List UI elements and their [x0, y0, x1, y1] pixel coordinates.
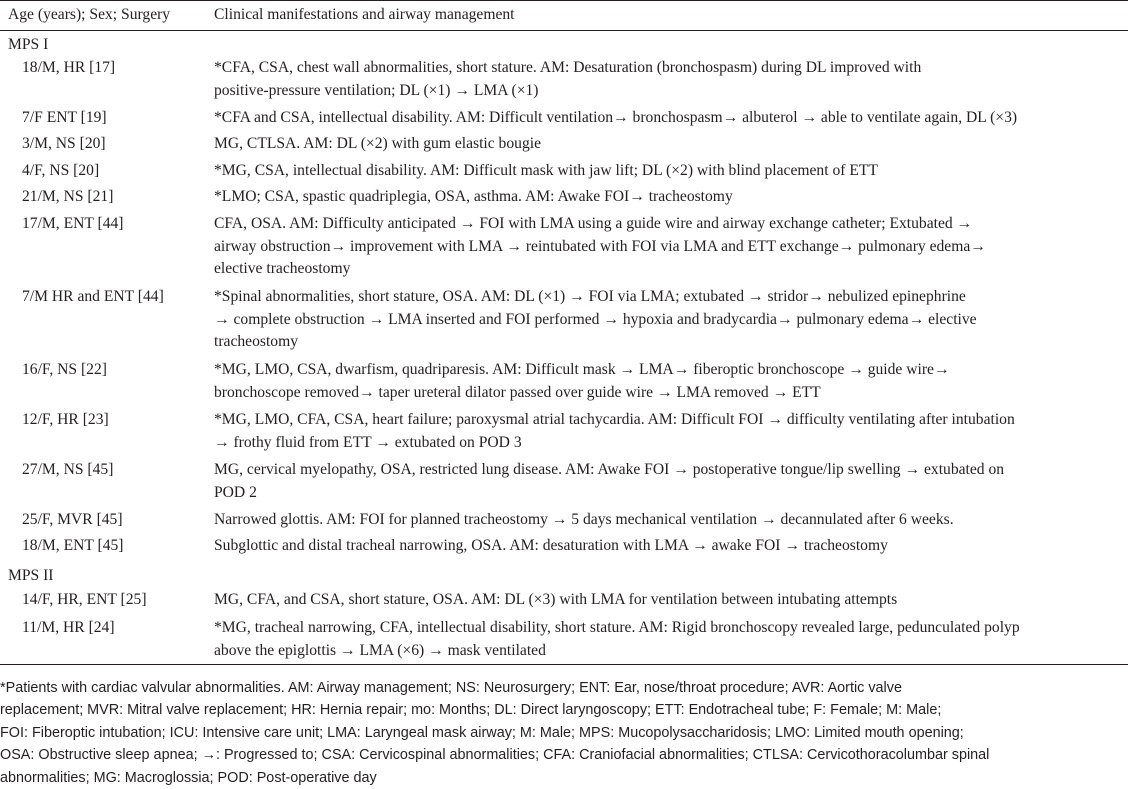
manifestations-line: MG, cervical myelopathy, OSA, restricted lung disease. AM: Awake FOI → postoperative tongue/lip swelling → extubated on: [214, 461, 1005, 478]
manifestations-line: *MG, LMO, CSA, dwarfism, quadriparesis. AM: Difficult mask → LMA→ fiberoptic bronchoscope → guide wire→: [214, 361, 950, 378]
patient-cell: 14/F, HR, ENT [25]: [22, 591, 147, 608]
patient-cell: 18/M, HR [17]: [22, 59, 116, 76]
manifestations-cell: [214, 459, 1122, 504]
manifestations-line: Narrowed glottis. AM: FOI for planned tracheostomy → 5 days mechanical ventilation → decannulated after 6 weeks.: [214, 511, 954, 528]
manifestations-cell: [214, 107, 1122, 130]
footnote-line: abnormalities; MG: Macroglossia; POD: Post-operative day: [0, 769, 377, 786]
manifestations-cell: [214, 160, 1122, 183]
footnote-line: *Patients with cardiac valvular abnormalities. AM: Airway management; NS: Neurosurgery; ENT: Ear, nose/throat procedure; AVR: Aortic valve: [0, 680, 902, 696]
patient-cell: 7/F ENT [19]: [22, 109, 107, 126]
section-heading: MPS I: [8, 36, 49, 53]
patient-cell: 25/F, MVR [45]: [22, 511, 123, 528]
manifestations-line: *CFA and CSA, intellectual disability. AM: Difficult ventilation→ bronchospasm→ albuterol → able to ventilate again, DL (×3): [214, 109, 1018, 126]
manifestations-line: bronchoscope removed→ taper ureteral dilator passed over guide wire → LMA removed → ETT: [214, 383, 821, 401]
manifestations-line: → complete obstruction → LMA inserted and FOI performed → hypoxia and bradycardia→ pulmonary edema→ elective: [214, 310, 977, 328]
manifestations-line: POD 2: [214, 483, 257, 501]
header-rule: [0, 30, 1128, 31]
manifestations-cell: [214, 57, 1122, 102]
manifestations-line: tracheostomy: [214, 333, 299, 350]
bottom-rule: [0, 664, 1128, 665]
manifestations-line: MG, CFA, and CSA, short stature, OSA. AM: DL (×3) with LMA for ventilation between intubating attempts: [214, 591, 898, 608]
section-heading: MPS II: [8, 567, 54, 584]
manifestations-cell: [214, 617, 1122, 662]
manifestations-line: positive-pressure ventilation; DL (×1) → LMA (×1): [214, 81, 539, 99]
patient-cell: 3/M, NS [20]: [22, 135, 106, 152]
manifestations-line: → frothy fluid from ETT → extubated on POD 3: [214, 433, 522, 451]
manifestations-line: *Spinal abnormalities, short stature, OSA. AM: DL (×1) → FOI via LMA; extubated → stridor→ nebulized epinephrine: [214, 288, 966, 305]
manifestations-cell: [214, 213, 1122, 281]
manifestations-line: MG, CTLSA. AM: DL (×2) with gum elastic bougie: [214, 135, 541, 152]
manifestations-line: CFA, OSA. AM: Difficulty anticipated → FOI with LMA using a guide wire and airway exchange catheter; Extubated →: [214, 215, 973, 232]
patient-cell: 18/M, ENT [45]: [22, 537, 124, 554]
patient-cell: 17/M, ENT [44]: [22, 215, 124, 232]
patient-cell: 21/M, NS [21]: [22, 188, 114, 205]
manifestations-cell: [214, 535, 1122, 558]
patient-cell: 11/M, HR [24]: [22, 619, 115, 636]
patient-cell: 12/F, HR [23]: [22, 411, 109, 428]
manifestations-cell: [214, 286, 1122, 354]
manifestations-line: *CFA, CSA, chest wall abnormalities, short stature. AM: Desaturation (bronchospasm) during DL improved with: [214, 59, 922, 76]
manifestations-cell: [214, 589, 1122, 612]
manifestations-line: *MG, LMO, CFA, CSA, heart failure; paroxysmal atrial tachycardia. AM: Difficult FOI → difficulty ventilating after intubation: [214, 411, 1015, 428]
footnote-line: FOI: Fiberoptic intubation; ICU: Intensive care unit; LMA: Laryngeal mask airway; M: Male; MPS: Mucopolysaccharidosis; LMO: Limited mouth opening;: [0, 724, 964, 741]
manifestations-line: airway obstruction→ improvement with LMA → reintubated with FOI via LMA and ETT exchange→ pulmonary edema→: [214, 237, 986, 255]
patient-cell: 16/F, NS [22]: [22, 361, 107, 378]
manifestations-cell: [214, 186, 1122, 209]
patient-cell: 27/M, NS [45]: [22, 461, 114, 478]
top-rule: [0, 0, 1128, 1]
header-clinical-manifestations: Clinical manifestations and airway management: [214, 6, 515, 23]
manifestations-line: *MG, CSA, intellectual disability. AM: Difficult mask with jaw lift; DL (×2) with blind placement of ETT: [214, 162, 878, 179]
manifestations-cell: [214, 409, 1122, 454]
manifestations-line: *LMO; CSA, spastic quadriplegia, OSA, asthma. AM: Awake FOI→ tracheostomy: [214, 188, 733, 205]
manifestations-line: elective tracheostomy: [214, 260, 351, 277]
manifestations-line: Subglottic and distal tracheal narrowing, OSA. AM: desaturation with LMA → awake FOI → tracheostomy: [214, 537, 888, 554]
footnote-line: OSA: Obstructive sleep apnea; →: Progressed to; CSA: Cervicospinal abnormalities; CFA: Craniofacial abnormalities; CTLSA: Cervicothoracolumbar spinal: [0, 747, 990, 764]
manifestations-cell: [214, 509, 1122, 532]
header-age-sex-surgery: Age (years); Sex; Surgery: [8, 6, 171, 23]
manifestations-cell: [214, 133, 1122, 156]
patient-cell: 4/F, NS [20]: [22, 162, 100, 179]
table-footnote: [0, 677, 1126, 789]
patient-cell: 7/M HR and ENT [44]: [22, 288, 164, 305]
manifestations-line: *MG, tracheal narrowing, CFA, intellectual disability, short stature. AM: Rigid bronchoscopy revealed large, pedunculated polyp: [214, 619, 1020, 636]
manifestations-line: above the epiglottis → LMA (×6) → mask ventilated: [214, 641, 546, 659]
footnote-line: replacement; MVR: Mitral valve replacement; HR: Hernia repair; mo: Months; DL: Direct laryngoscopy; ETT: Endotracheal tube; F: Female; M: Male;: [0, 702, 942, 719]
manifestations-cell: [214, 359, 1122, 404]
